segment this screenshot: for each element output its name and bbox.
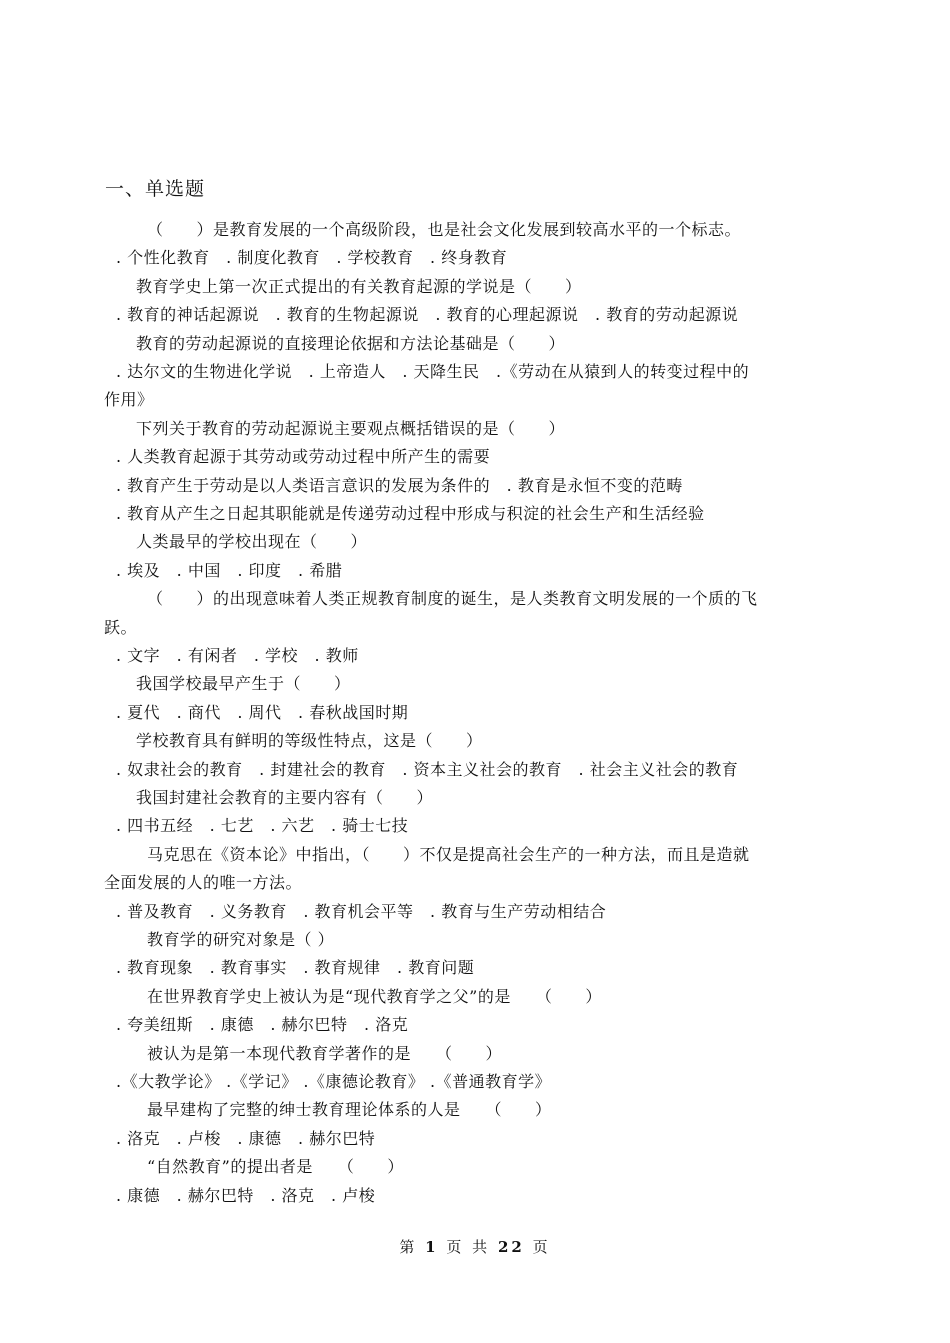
question-stem: 我国学校最早产生于（ ） xyxy=(136,674,351,694)
footer-middle: 页 共 xyxy=(446,1238,491,1256)
page-footer xyxy=(0,1236,950,1257)
option-line: . 教育产生于劳动是以人类语言意识的发展为条件的 . 教育是永恒不变的范畴 xyxy=(116,475,683,495)
question-stem: 我国封建社会教育的主要内容有（ ） xyxy=(136,788,434,807)
question-stem: 在世界教育学史上被认为是“现代教育学之父”的是 （ ） xyxy=(147,986,602,1006)
option-line: . 教育现象 . 教育事实 . 教育规律 . 教育问题 xyxy=(116,958,475,978)
option-line: . 教育从产生之日起其职能就是传递劳动过程中形成与积淀的社会生产和生活经验 xyxy=(116,504,705,523)
continuation-line: 跃。 xyxy=(104,617,138,637)
option-line: . 夏代 . 商代 . 周代 . 春秋战国时期 xyxy=(116,702,409,722)
option-line: . 奴隶社会的教育 . 封建社会的教育 . 资本主义社会的教育 . 社会主义社会的教育 xyxy=(116,759,739,779)
option-line: .《大教学论》 .《学记》 .《康德论教育》 .《普通教育学》 xyxy=(116,1072,552,1091)
footer-suffix: 页 xyxy=(532,1238,551,1256)
question-stem: 被认为是第一本现代教育学著作的是 （ ） xyxy=(147,1043,503,1063)
question-stem: “自然教育”的提出者是 （ ） xyxy=(147,1157,404,1177)
option-line: . 夸美纽斯 . 康德 . 赫尔巴特 . 洛克 xyxy=(116,1015,409,1035)
question-stem: 马克思在《资本论》中指出，（ ）不仅是提高社会生产的一种方法，而且是造就 xyxy=(147,844,750,864)
question-stem: 学校教育具有鲜明的等级性特点，这是（ ） xyxy=(136,731,483,751)
continuation-line: 全面发展的人的唯一方法。 xyxy=(104,873,303,893)
section-title: 一、单选题 xyxy=(105,178,206,200)
footer-prefix: 第 xyxy=(399,1238,418,1256)
option-line: . 文字 . 有闲者 . 学校 . 教师 xyxy=(116,646,359,665)
question-stem: 下列关于教育的劳动起源说主要观点概括错误的是（ ） xyxy=(136,418,566,438)
question-stem: （ ）是教育发展的一个高级阶段，也是社会文化发展到较高水平的一个标志。 xyxy=(147,220,742,239)
option-line: . 普及教育 . 义务教育 . 教育机会平等 . 教育与生产劳动相结合 xyxy=(116,901,607,921)
option-line: . 埃及 . 中国 . 印度 . 希腊 xyxy=(116,560,343,580)
question-stem: 教育学的研究对象是（ ） xyxy=(147,930,335,949)
option-line: . 康德 . 赫尔巴特 . 洛克 . 卢梭 xyxy=(116,1185,376,1205)
option-line: . 四书五经 . 七艺 . 六艺 . 骑士七技 xyxy=(116,816,409,836)
continuation-line: 作用》 xyxy=(104,390,154,410)
question-stem: 最早建构了完整的绅士教育理论体系的人是 （ ） xyxy=(147,1100,552,1120)
question-stem: 教育的劳动起源说的直接理论依据和方法论基础是（ ） xyxy=(136,333,566,353)
footer-page-number: 1 xyxy=(425,1238,439,1256)
question-stem: 人类最早的学校出现在（ ） xyxy=(136,532,368,552)
option-line: . 人类教育起源于其劳动或劳动过程中所产生的需要 xyxy=(116,447,491,467)
option-line: . 教育的神话起源说 . 教育的生物起源说 . 教育的心理起源说 . 教育的劳动起源说 xyxy=(116,305,739,325)
option-line: . 达尔文的生物进化学说 . 上帝造人 . 天降生民 .《劳动在从猿到人的转变过程中的 xyxy=(116,362,750,381)
question-stem: （ ）的出现意味着人类正规教育制度的诞生，是人类教育文明发展的一个质的飞 xyxy=(147,589,758,609)
footer-total-pages: 22 xyxy=(497,1238,525,1256)
question-stem: 教育学史上第一次正式提出的有关教育起源的学说是（ ） xyxy=(136,276,582,296)
option-line: . 个性化教育 . 制度化教育 . 学校教育 . 终身教育 xyxy=(116,248,508,268)
option-line: . 洛克 . 卢梭 . 康德 . 赫尔巴特 xyxy=(116,1128,376,1148)
